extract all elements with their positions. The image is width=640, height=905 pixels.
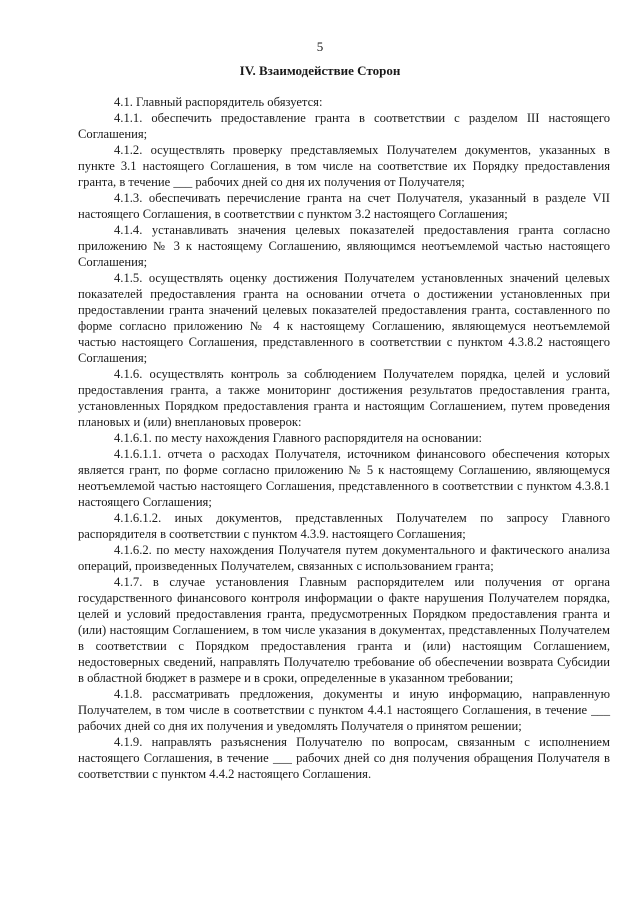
paragraph-4-1-2: 4.1.2. осуществлять проверку представляемых Получателем документов, указанных в пункте 3.1 настоящего Соглашения, в том числе на соответствие их Порядку предоставления гранта, в течение ___ рабочих дней со дня их получения от Получателя; [78, 143, 610, 189]
paragraph-4-1-4: 4.1.4. устанавливать значения целевых показателей предоставления гранта согласно приложению № 3 к настоящему Соглашению, являющимся неотъемлемой частью настоящего Соглашения; [78, 223, 610, 269]
paragraph-4-1-6: 4.1.6. осуществлять контроль за соблюдением Получателем порядка, целей и условий предоставления гранта, а также мониторинг достижения результатов предоставления гранта, установленных Порядком предоставления гранта и настоящим Соглашением, путем проведения плановых и (или) внеплановых проверок: [78, 367, 610, 429]
paragraph-4-1-1: 4.1.1. обеспечить предоставление гранта в соответствии с разделом III настоящего Соглашения; [78, 111, 610, 141]
document-body [78, 94, 610, 782]
paragraph-4-1-9: 4.1.9. направлять разъяснения Получателю по вопросам, связанным с исполнением настоящего Соглашения, в течение ___ рабочих дней со дня получения обращения Получателя в соответствии с пунктом 4.4.2 настоящего Соглашения. [78, 735, 610, 781]
paragraph-4-1-6-1-1: 4.1.6.1.1. отчета о расходах Получателя, источником финансового обеспечения которых является грант, по форме согласно приложению № 5 к настоящему Соглашению, являющемуся неотъемлемой частью настоящего Соглашения, представленного в соответствии с пунктом 4.3.8.1 настоящего Соглашения; [78, 447, 610, 509]
paragraph-4-1-7: 4.1.7. в случае установления Главным распорядителем или получения от органа государственного финансового контроля информации о факте нарушения Получателем порядка, целей и условий предоставления гранта, предусмотренных Порядком предоставления гранта и (или) настоящим Соглашением, в том числе указания в документах, представленных Получателем в соответствии с Порядком предоставления гранта и (или) настоящим Соглашением, недостоверных сведений, направлять Получателю требование об обеспечении возврата Субсидии в областной бюджет в размере и в сроки, определенные в указанном требовании; [78, 575, 610, 685]
paragraph-4-1: 4.1. Главный распорядитель обязуется: [114, 95, 323, 109]
paragraph-4-1-6-1: 4.1.6.1. по месту нахождения Главного распорядителя на основании: [114, 431, 482, 445]
paragraph-4-1-3: 4.1.3. обеспечивать перечисление гранта на счет Получателя, указанный в разделе VII настоящего Соглашения, в соответствии с пунктом 3.2 настоящего Соглашения; [78, 191, 610, 221]
page-number: 5 [316, 39, 324, 54]
paragraph-4-1-6-2: 4.1.6.2. по месту нахождения Получателя путем документального и фактического анализа операций, произведенных Получателем, связанных с использованием гранта; [78, 543, 610, 573]
paragraph-4-1-8: 4.1.8. рассматривать предложения, документы и иную информацию, направленную Получателем, в том числе в соответствии с пунктом 4.4.1 настоящего Соглашения, в течение ___ рабочих дней со дня их получения и уведомлять Получателя о принятом решении; [78, 687, 610, 733]
paragraph-4-1-6-1-2: 4.1.6.1.2. иных документов, представленных Получателем по запросу Главного распорядителя в соответствии с пунктом 4.3.9. настоящего Соглашения; [78, 511, 610, 541]
paragraph-4-1-5: 4.1.5. осуществлять оценку достижения Получателем установленных значений целевых показателей предоставления гранта на основании отчета о достижении установленных при предоставлении гранта значений целевых показателей предоставления гранта, составленного по форме согласно приложению № 4 к настоящему Соглашению, являющемуся неотъемлемой частью настоящего Соглашения, представленного в соответствии с пунктом 4.3.8.2 настоящего Соглашения; [78, 271, 610, 365]
section-title: IV. Взаимодействие Сторон [239, 63, 401, 78]
